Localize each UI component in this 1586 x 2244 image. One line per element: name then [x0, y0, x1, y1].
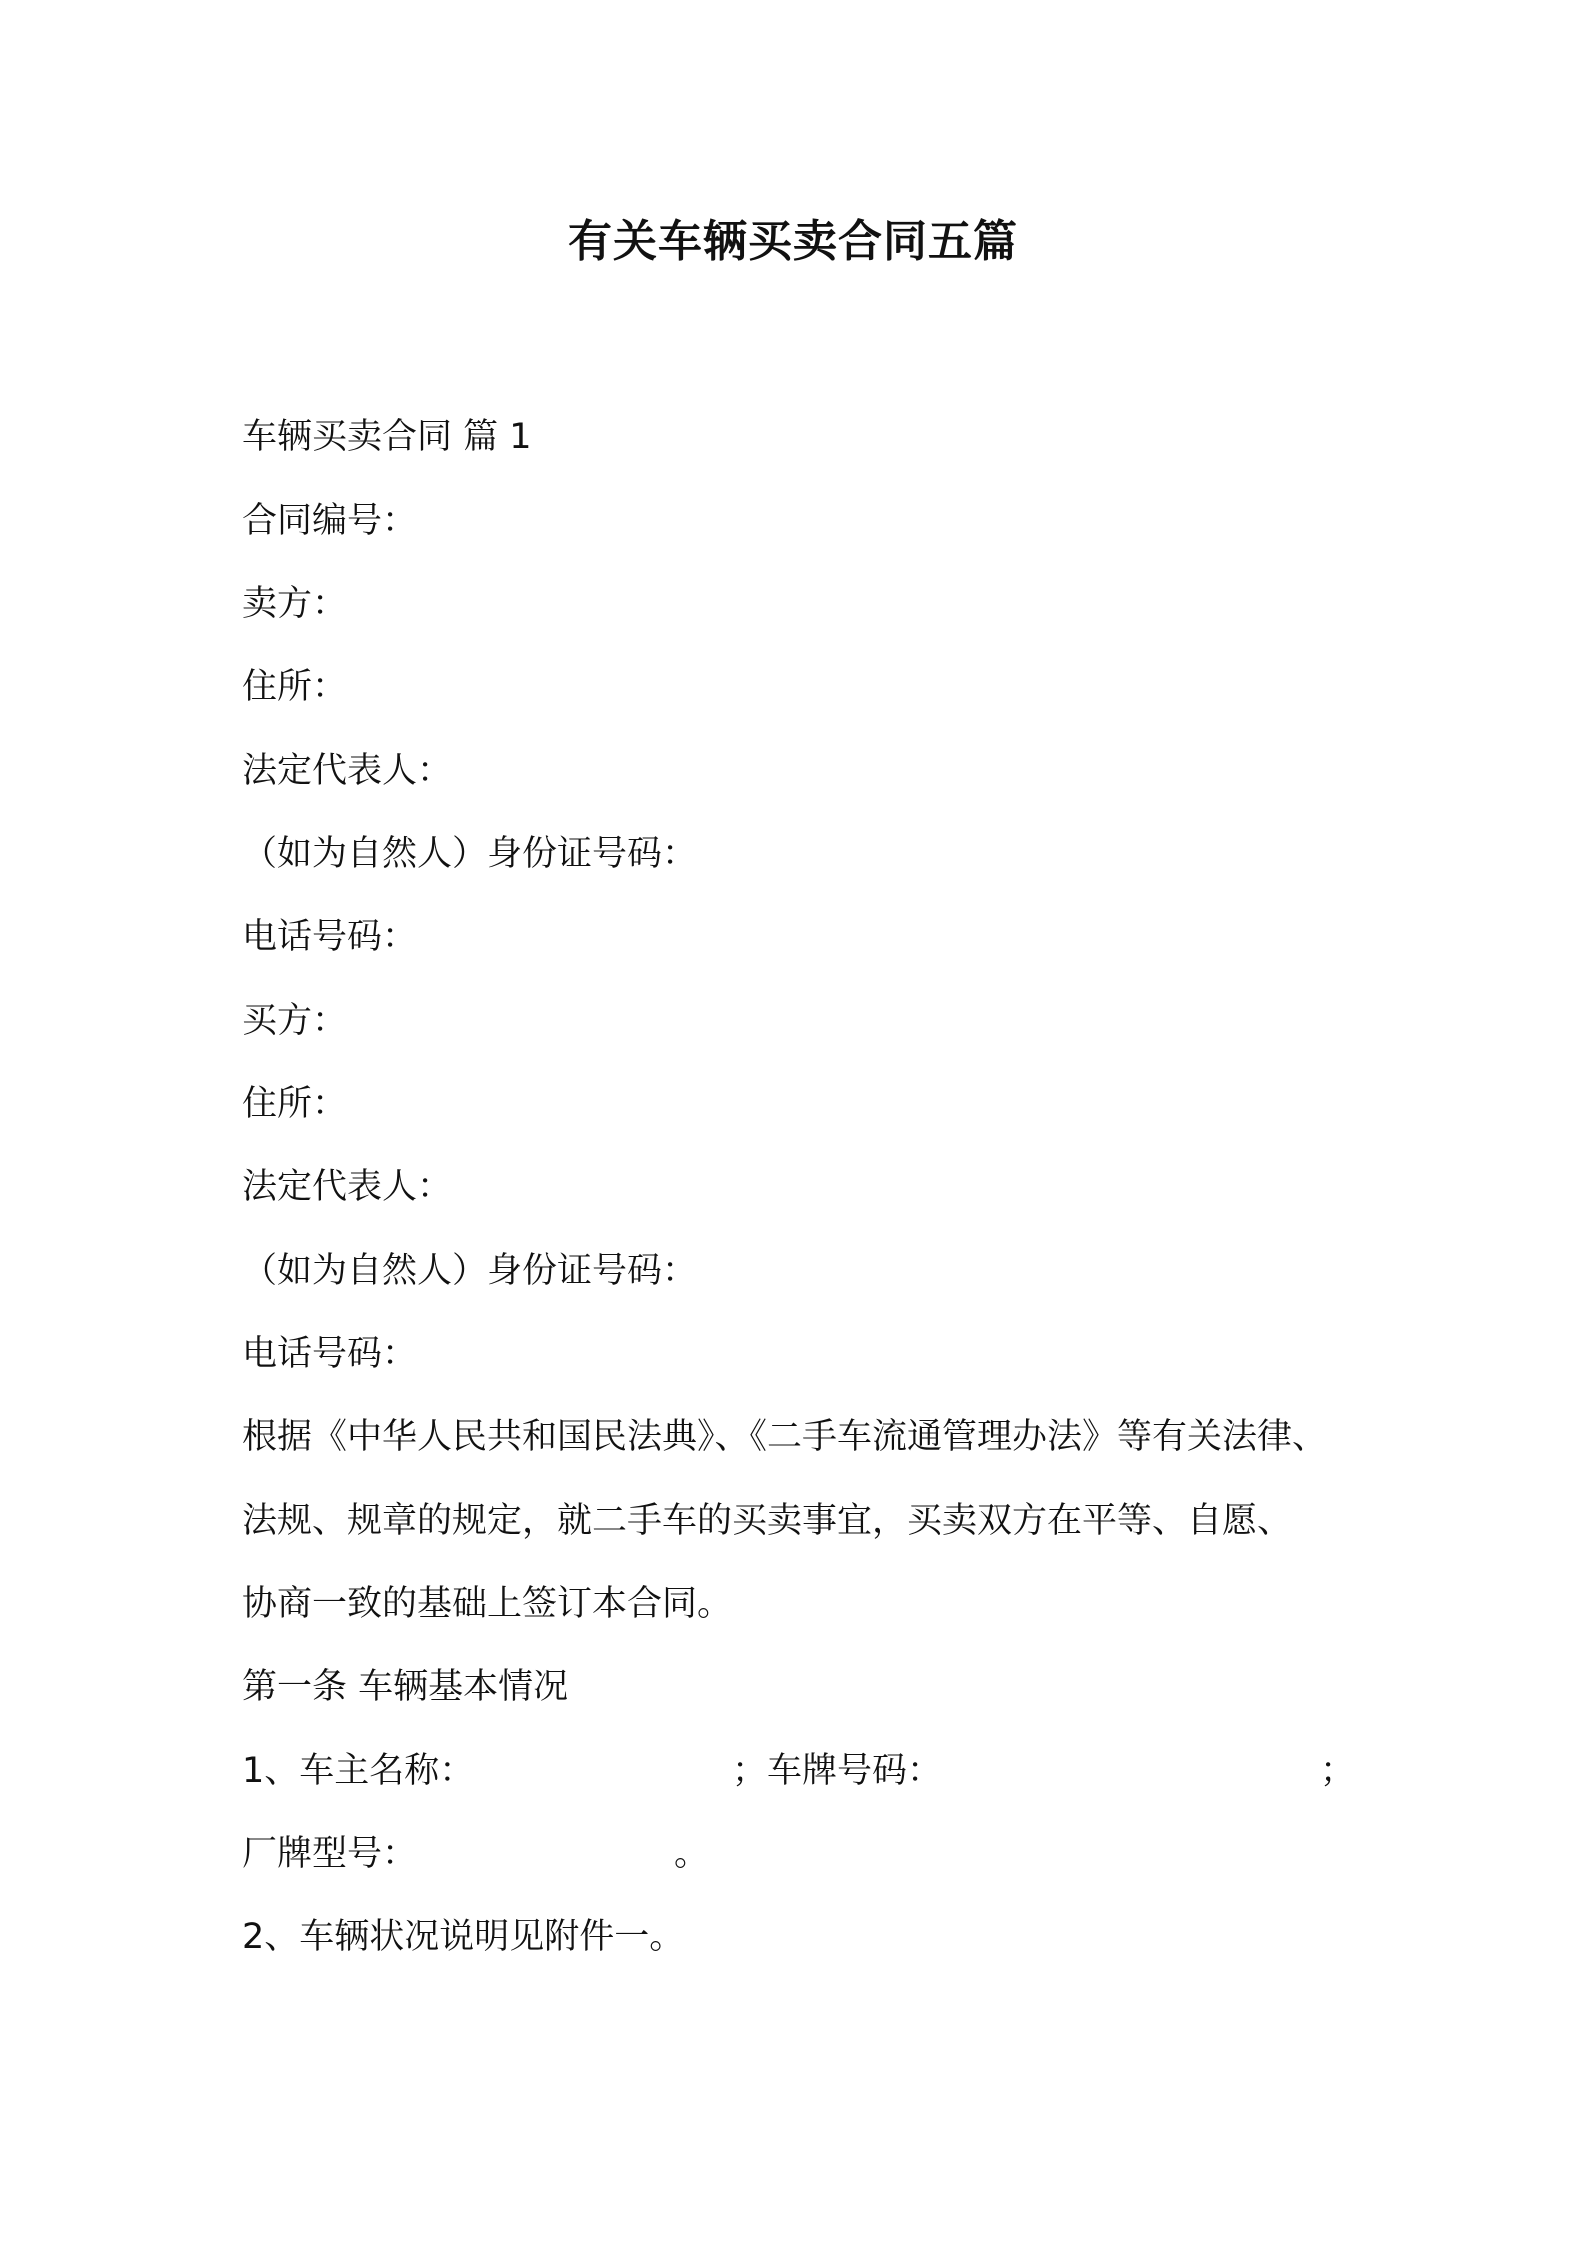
- model-label: 厂牌型号：: [242, 1834, 418, 1874]
- buyer-representative-label: 法定代表人：: [242, 1167, 453, 1207]
- seller-label: 卖方：: [242, 584, 348, 624]
- buyer-id-label: （如为自然人）身份证号码：: [242, 1251, 698, 1291]
- owner-name-label: 1、车主名称：: [242, 1751, 475, 1791]
- buyer-address-label: 住所：: [242, 1084, 348, 1124]
- buyer-label: 买方：: [242, 1001, 348, 1041]
- item-1-end-punctuation: ；: [1320, 1751, 1356, 1791]
- paragraph-line-2: 法规、规章的规定，就二手车的买卖事宜，买卖双方在平等、自愿、: [242, 1501, 1293, 1541]
- paragraph-line-3: 协商一致的基础上签订本合同。: [242, 1584, 733, 1624]
- seller-id-label: （如为自然人）身份证号码：: [242, 834, 698, 874]
- document-title: 有关车辆买卖合同五篇: [568, 216, 1018, 267]
- buyer-phone-label: 电话号码：: [242, 1334, 418, 1374]
- section-heading: 车辆买卖合同 篇 1: [242, 417, 532, 457]
- plate-number-label: ；车牌号码：: [732, 1751, 943, 1791]
- seller-address-label: 住所：: [242, 667, 348, 707]
- contract-number-label: 合同编号：: [242, 501, 418, 541]
- paragraph-line-1: 根据《中华人民共和国民法典》、《二手车流通管理办法》等有关法律、: [242, 1417, 1328, 1457]
- item-2-line: 2、车辆状况说明见附件一。: [242, 1917, 685, 1957]
- article-1-heading: 第一条 车辆基本情况: [242, 1667, 569, 1707]
- model-end-punctuation: 。: [674, 1834, 710, 1874]
- seller-phone-label: 电话号码：: [242, 917, 418, 957]
- seller-representative-label: 法定代表人：: [242, 751, 453, 791]
